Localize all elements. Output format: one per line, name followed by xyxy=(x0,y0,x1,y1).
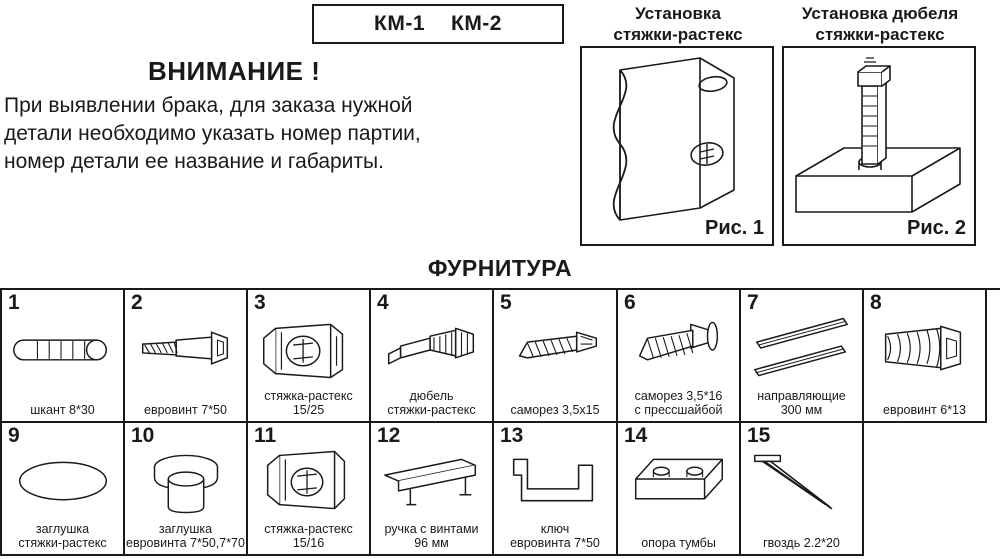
model-label-2: КМ-2 xyxy=(451,12,502,35)
hardware-label xyxy=(371,522,492,552)
rastex-cap-icon xyxy=(2,445,123,519)
hardware-label-line: 15/25 xyxy=(292,403,325,418)
hardware-label xyxy=(248,389,369,419)
hardware-cell-12 xyxy=(371,423,494,556)
hardware-label xyxy=(618,536,739,551)
figure-1-heading-line-2: стяжки-растекс xyxy=(613,24,743,44)
header-area xyxy=(0,0,1000,250)
attention-title: ВНИМАНИЕ ! xyxy=(148,56,321,86)
hardware-number: 10 xyxy=(131,424,155,447)
figure-1-heading-line-1: Установка xyxy=(635,4,721,23)
hardware-cell-11 xyxy=(248,423,371,556)
hardware-label xyxy=(741,536,862,551)
hardware-label xyxy=(2,403,123,418)
hardware-number: 2 xyxy=(131,291,143,314)
figure-2-heading-line-1: Установка дюбеля xyxy=(801,4,959,23)
hardware-label-line: заглушка xyxy=(158,521,213,536)
hardware-label-line: опора тумбы xyxy=(641,536,716,551)
hex-key-icon xyxy=(494,445,616,519)
hardware-label-line: 15/16 xyxy=(292,536,325,551)
hardware-label-line: евровинта 7*50 xyxy=(510,536,600,551)
hardware-number: 4 xyxy=(377,291,389,314)
hardware-section-title: ФУРНИТУРА xyxy=(427,255,573,281)
hardware-label-line: ключ xyxy=(540,521,570,536)
hardware-label xyxy=(125,522,246,552)
hardware-number: 5 xyxy=(500,291,512,314)
hardware-label xyxy=(864,403,985,418)
euro-screw-short-icon xyxy=(864,312,985,386)
attention-line-3: номер детали ее название и габариты. xyxy=(4,150,384,174)
hardware-number: 6 xyxy=(624,291,636,314)
hardware-label xyxy=(494,522,616,552)
hardware-number: 11 xyxy=(254,424,277,447)
hardware-number: 1 xyxy=(8,291,20,314)
hardware-label xyxy=(2,522,123,552)
hardware-label xyxy=(741,389,862,419)
hardware-label-line: 300 мм xyxy=(780,403,823,418)
hardware-cell-8 xyxy=(864,290,987,423)
hardware-label-line: стяжки-растекс xyxy=(18,536,107,551)
handle-icon xyxy=(371,445,492,519)
hardware-row xyxy=(2,290,1000,423)
hardware-cell-3 xyxy=(248,290,371,423)
model-designation-box xyxy=(312,4,564,44)
hardware-label xyxy=(618,389,739,419)
figure-1-panel xyxy=(580,46,774,246)
attention-line-1: При выявлении брака, для заказа нужной xyxy=(4,94,413,117)
hardware-number: 12 xyxy=(377,424,401,447)
figure-1-heading xyxy=(578,4,778,45)
hardware-label-line: 96 мм xyxy=(414,536,449,551)
hardware-cell-2 xyxy=(125,290,248,423)
hardware-label xyxy=(494,403,616,418)
hardware-cell-13 xyxy=(494,423,618,556)
dowel-icon xyxy=(2,312,123,386)
hardware-label-line: направляющие xyxy=(757,388,846,403)
hardware-number: 13 xyxy=(500,424,524,447)
hardware-cell-4 xyxy=(371,290,494,423)
hardware-number: 3 xyxy=(254,291,266,314)
hardware-label-line: ручка с винтами xyxy=(384,521,479,536)
rastex-connector-small-icon xyxy=(248,445,369,519)
hardware-label-line: евровинта 7*50,7*70 xyxy=(126,536,245,551)
hardware-number: 9 xyxy=(8,424,20,447)
self-tapping-screw-icon xyxy=(494,312,616,386)
figure-2-heading xyxy=(780,4,980,45)
hardware-cell-6 xyxy=(618,290,741,423)
hardware-label-line: стяжка-растекс xyxy=(264,521,353,536)
hardware-label xyxy=(248,522,369,552)
rastex-dowel-installation-drawing-icon xyxy=(784,48,970,240)
hardware-row xyxy=(2,423,1000,556)
hardware-label xyxy=(371,389,492,419)
hardware-cell-1 xyxy=(2,290,125,423)
hardware-cell-10 xyxy=(125,423,248,556)
hardware-number: 7 xyxy=(747,291,759,314)
rastex-installation-drawing-icon xyxy=(582,48,768,240)
hardware-label-line: евровинт 7*50 xyxy=(144,403,227,418)
hardware-label-line: с прессшайбой xyxy=(634,403,723,418)
hardware-number: 8 xyxy=(870,291,882,314)
hardware-label-line: стяжка-растекс xyxy=(264,388,353,403)
washer-head-screw-icon xyxy=(618,312,739,386)
drawer-slides-icon xyxy=(741,312,862,386)
attention-line-2: детали необходимо указать номер партии, xyxy=(4,122,421,146)
figure-2-caption: Рис. 2 xyxy=(907,217,966,239)
hardware-label-line: заглушка xyxy=(35,521,90,536)
euro-screw-icon xyxy=(125,312,246,386)
hardware-label-line: гвоздь 2.2*20 xyxy=(763,536,840,551)
hardware-label-line: шкант 8*30 xyxy=(30,403,95,418)
figure-1-caption: Рис. 1 xyxy=(705,217,764,239)
rastex-dowel-icon xyxy=(371,312,492,386)
figure-2-panel xyxy=(782,46,976,246)
hardware-grid xyxy=(0,288,1000,556)
cabinet-foot-icon xyxy=(618,445,739,519)
hardware-cell-15 xyxy=(741,423,864,556)
model-label-1: КМ-1 xyxy=(374,12,425,35)
hardware-cell-14 xyxy=(618,423,741,556)
hardware-label-line: евровинт 6*13 xyxy=(883,403,966,418)
rastex-connector-icon xyxy=(248,312,369,386)
hardware-cell-5 xyxy=(494,290,618,423)
hardware-label-line: саморез 3,5*16 xyxy=(634,388,723,403)
euro-screw-cap-icon xyxy=(125,445,246,519)
hardware-label-line: стяжки-растекс xyxy=(387,403,476,418)
hardware-cell-7 xyxy=(741,290,864,423)
hardware-label xyxy=(125,403,246,418)
hardware-label-line: саморез 3,5х15 xyxy=(510,403,600,418)
figure-2-heading-line-2: стяжки-растекс xyxy=(815,24,945,44)
attention-text xyxy=(4,92,564,176)
hardware-cell-9 xyxy=(2,423,125,556)
hardware-label-line: дюбель xyxy=(409,388,454,403)
nail-icon xyxy=(741,445,862,519)
hardware-number: 15 xyxy=(747,424,771,447)
hardware-number: 14 xyxy=(624,424,648,447)
